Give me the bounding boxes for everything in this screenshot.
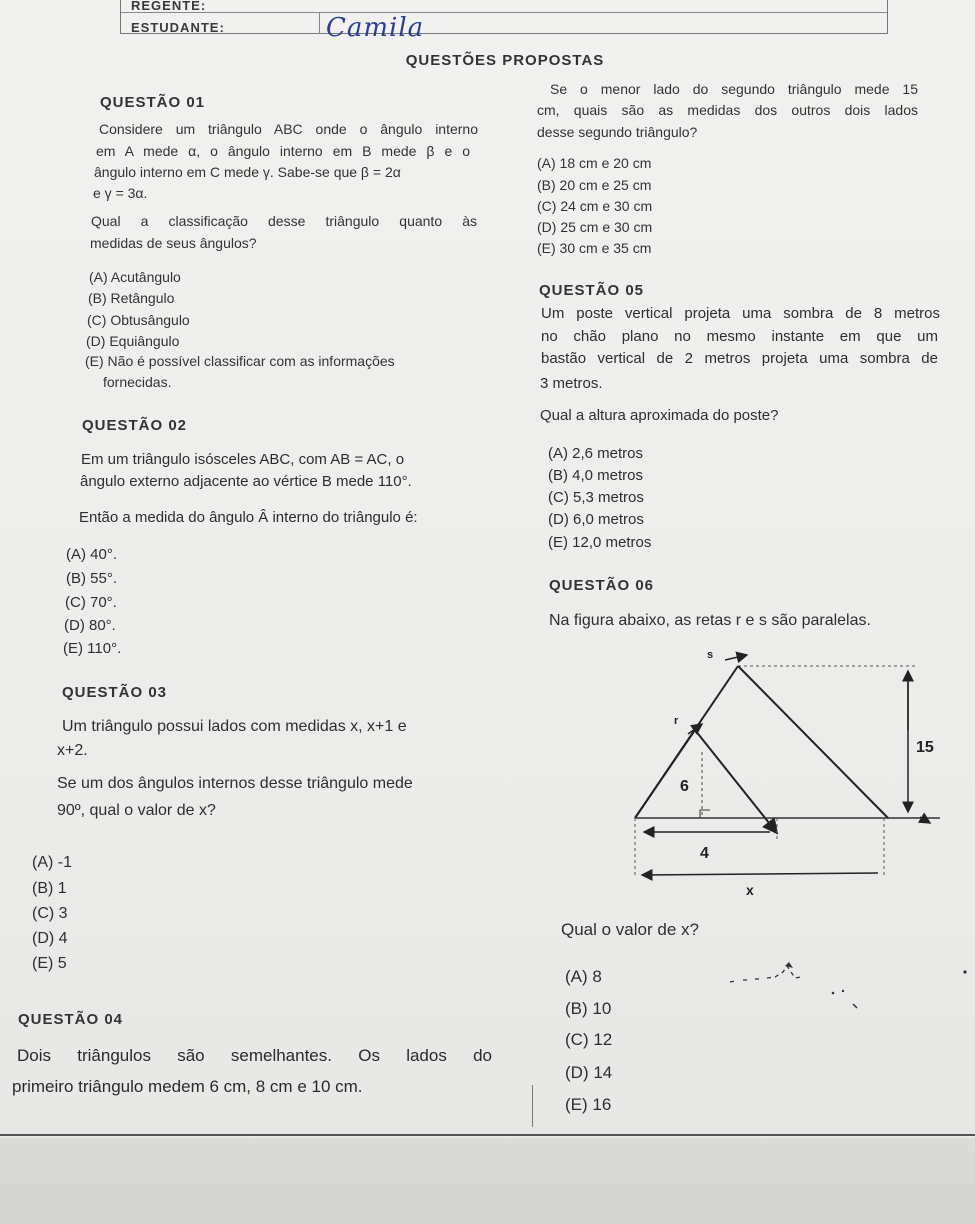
- label-6: 6: [680, 778, 689, 795]
- header-separator: [319, 13, 320, 34]
- q1-option-c: (C) Obtusângulo: [87, 312, 190, 328]
- header-divider: [121, 12, 887, 13]
- bottom-rule: [0, 1134, 975, 1136]
- q5-option-d: (D) 6,0 metros: [548, 511, 644, 528]
- q2-title: QUESTÃO 02: [82, 417, 188, 434]
- label-x: x: [746, 882, 754, 898]
- student-name-handwritten: Camila: [326, 13, 425, 43]
- q1-question-line-2: medidas de seus ângulos?: [90, 235, 257, 251]
- q5-line-3: bastão vertical de 2 metros projeta uma sombra de: [541, 350, 938, 367]
- q6-title: QUESTÃO 06: [549, 577, 655, 594]
- q4-option-e: (E) 30 cm e 35 cm: [537, 240, 652, 256]
- q6-option-c: (C) 12: [565, 1030, 613, 1049]
- regente-label: REGENTE:: [131, 0, 207, 13]
- q3-option-c: (C) 3: [32, 905, 68, 922]
- q5-option-b: (B) 4,0 metros: [548, 467, 644, 484]
- label-r: r: [674, 715, 679, 727]
- q5-question: Qual a altura aproximada do poste?: [540, 407, 779, 424]
- q5-option-a: (A) 2,6 metros: [548, 445, 644, 462]
- label-4: 4: [700, 845, 709, 862]
- q6-statement: Na figura abaixo, as retas r e s são paralelas.: [549, 612, 871, 629]
- line-s-arrow: [725, 655, 747, 660]
- q3-title: QUESTÃO 03: [62, 684, 168, 701]
- q1-option-e: (E) Não é possível classificar com as informações: [85, 353, 395, 369]
- q6-triangle-figure: [630, 640, 960, 910]
- q1-line-2: em A mede α, o ângulo interno em B mede β e o: [96, 143, 470, 159]
- q1-question-line-1: Qual a classificação desse triângulo quanto às: [91, 213, 477, 229]
- q3-question-line-2: 90º, qual o valor de x?: [57, 802, 216, 819]
- q5-title: QUESTÃO 05: [539, 282, 645, 299]
- q2-option-e: (E) 110°.: [63, 640, 122, 657]
- q5-option-e: (E) 12,0 metros: [548, 534, 652, 551]
- q2-option-b: (B) 55°.: [66, 570, 118, 587]
- q1-line-1: Considere um triângulo ABC onde o ângulo interno: [99, 121, 478, 137]
- q6-option-a: (A) 8: [565, 967, 602, 986]
- q4-cont-line-2: cm, quais são as medidas dos outros dois lados: [537, 102, 918, 118]
- q4-line-1: Dois triângulos são semelhantes. Os lados do: [17, 1046, 492, 1065]
- dimension-x-arrow: [642, 873, 878, 875]
- q2-line-2: ângulo externo adjacente ao vértice B mede 110°.: [80, 473, 412, 490]
- q2-option-c: (C) 70°.: [65, 594, 117, 611]
- q1-title: QUESTÃO 01: [100, 94, 206, 111]
- q2-line-1: Em um triângulo isósceles ABC, com AB = AC, o: [81, 451, 405, 468]
- q4-option-d: (D) 25 cm e 30 cm: [537, 219, 653, 235]
- q4-option-c: (C) 24 cm e 30 cm: [537, 198, 653, 214]
- column-divider: [532, 1085, 533, 1127]
- label-s: s: [707, 649, 714, 661]
- q2-option-d: (D) 80°.: [64, 617, 116, 634]
- small-triangle-left-side: [635, 730, 695, 818]
- line-r-arrow: [688, 724, 702, 734]
- q2-question: Então a medida do ângulo Â interno do triângulo é:: [79, 509, 418, 526]
- q1-line-4: e γ = 3α.: [93, 185, 148, 201]
- q1-option-b: (B) Retângulo: [88, 290, 175, 306]
- q4-cont-line-1: Se o menor lado do segundo triângulo mede 15: [550, 81, 918, 97]
- q3-option-a: (A) -1: [32, 854, 72, 871]
- q1-option-d: (D) Equiângulo: [86, 333, 180, 349]
- estudante-label: ESTUDANTE:: [131, 20, 225, 35]
- q1-option-e-cont: fornecidas.: [103, 374, 172, 390]
- q3-question-line-1: Se um dos ângulos internos desse triângulo mede: [57, 775, 413, 792]
- q4-line-2: primeiro triângulo medem 6 cm, 8 cm e 10 cm.: [12, 1077, 363, 1096]
- q6-option-e: (E) 16: [565, 1095, 612, 1114]
- page-title: QUESTÕES PROPOSTAS: [405, 52, 605, 69]
- big-triangle-right-side: [738, 666, 888, 818]
- q4-option-b: (B) 20 cm e 25 cm: [537, 177, 652, 193]
- q5-line-4: 3 metros.: [540, 375, 603, 392]
- q6-option-d: (D) 14: [565, 1063, 613, 1082]
- q4-option-a: (A) 18 cm e 20 cm: [537, 155, 652, 171]
- q5-option-c: (C) 5,3 metros: [548, 489, 644, 506]
- q5-line-2: no chão plano no mesmo instante em que um: [541, 328, 938, 345]
- q3-option-e: (E) 5: [32, 955, 67, 972]
- q3-option-d: (D) 4: [32, 930, 68, 947]
- pen-marks-doodle: [725, 960, 975, 1020]
- q6-question: Qual o valor de x?: [561, 920, 699, 939]
- q4-cont-line-3: desse segundo triângulo?: [537, 124, 698, 140]
- q1-line-3: ângulo interno em C mede γ. Sabe-se que β = 2α: [94, 164, 401, 180]
- header-box: [120, 0, 888, 34]
- q3-option-b: (B) 1: [32, 880, 67, 897]
- q4-title: QUESTÃO 04: [18, 1011, 124, 1028]
- q5-line-1: Um poste vertical projeta uma sombra de 8 metros: [541, 305, 940, 322]
- q1-option-a: (A) Acutângulo: [89, 269, 181, 285]
- q3-line-1: Um triângulo possui lados com medidas x, x+1 e: [62, 718, 407, 735]
- q2-option-a: (A) 40°.: [66, 546, 118, 563]
- q3-line-2: x+2.: [57, 742, 88, 759]
- page-bottom-shadow: [0, 1138, 975, 1224]
- q6-option-b: (B) 10: [565, 999, 612, 1018]
- label-15: 15: [916, 739, 934, 756]
